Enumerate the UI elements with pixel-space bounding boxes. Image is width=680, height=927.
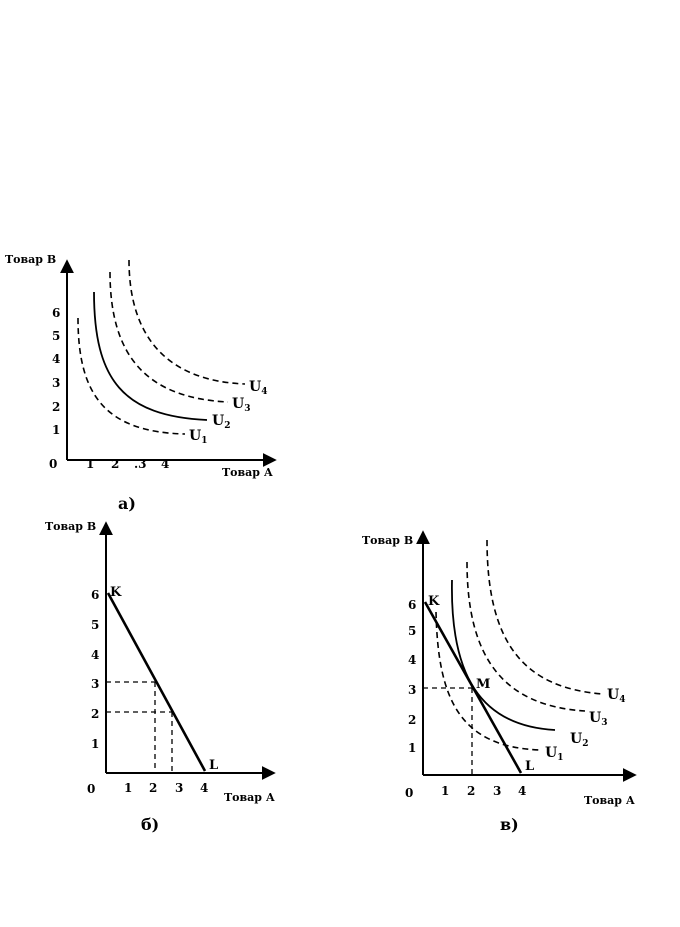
panel-a-y-tick: 5 xyxy=(52,329,61,343)
panel-a-curve-u4 xyxy=(129,260,245,384)
panel-a-curve-u2 xyxy=(94,292,207,420)
panel-c-caption: в) xyxy=(500,815,519,834)
panel-c-point-l: L xyxy=(525,759,535,774)
panel-c-y-tick: 1 xyxy=(408,741,417,755)
panel-b-x-tick: 2 xyxy=(149,781,158,795)
panel-c-y-tick: 4 xyxy=(408,653,417,667)
panel-c xyxy=(362,533,635,834)
panel-b-y-tick: 4 xyxy=(91,648,100,662)
panel-c-curve-label-u1: $U_1$ xyxy=(545,745,564,763)
panel-a-origin-label: 0 xyxy=(49,457,58,471)
panel-c-curve-label-u3: $U_3$ xyxy=(589,710,608,728)
panel-b-y-tick: 1 xyxy=(91,737,100,751)
panel-c-origin-label: 0 xyxy=(405,786,414,800)
panel-c-x-tick: 4 xyxy=(518,784,527,798)
panel-b-x-axis-title: Товар А xyxy=(224,791,275,804)
panel-c-x-tick: 1 xyxy=(441,784,450,798)
panel-b xyxy=(45,520,275,834)
panel-a-x-tick: 2 xyxy=(111,457,120,471)
panel-b-y-tick: 3 xyxy=(91,677,100,691)
panel-b-budget-line-kl xyxy=(108,593,205,771)
panel-c-y-axis-title: Товар В xyxy=(362,534,414,547)
panel-b-origin-label: 0 xyxy=(87,782,96,796)
panel-c-y-tick: 6 xyxy=(408,598,417,612)
panel-c-x-axis-title: Товар А xyxy=(584,794,635,807)
panel-c-point-k: K xyxy=(428,594,440,609)
panel-a-curve-label-u1: $U_1$ xyxy=(189,428,208,446)
panel-b-y-tick: 2 xyxy=(91,707,100,721)
panel-c-y-tick: 2 xyxy=(408,713,417,727)
panel-c-y-tick: 5 xyxy=(408,624,417,638)
panel-c-curve-u2 xyxy=(452,580,555,730)
panel-b-y-tick: 5 xyxy=(91,618,100,632)
panel-a-curve-label-u3: $U_3$ xyxy=(232,396,251,414)
panel-a-curve-u1 xyxy=(78,318,185,434)
panel-a xyxy=(5,253,274,513)
panel-c-y-tick: 3 xyxy=(408,683,417,697)
panel-b-x-tick: 1 xyxy=(124,781,133,795)
panel-b-point-k: K xyxy=(110,585,122,600)
panel-b-point-l: L xyxy=(209,758,219,773)
panel-c-curve-label-u2: $U_2$ xyxy=(570,731,589,749)
panel-c-x-tick: 2 xyxy=(467,784,476,798)
panel-a-x-tick: 4 xyxy=(161,457,170,471)
panel-a-y-tick: 2 xyxy=(52,400,61,414)
panel-a-x-tick: .3 xyxy=(134,457,147,471)
panel-a-curve-label-u4: $U_4$ xyxy=(249,379,268,397)
panel-b-x-tick: 3 xyxy=(175,781,184,795)
panel-a-y-tick: 6 xyxy=(52,306,61,320)
panel-a-curve-u3 xyxy=(110,272,228,402)
panel-c-x-tick: 3 xyxy=(493,784,502,798)
panel-b-y-tick: 6 xyxy=(91,588,100,602)
panel-a-y-tick: 4 xyxy=(52,352,61,366)
panel-a-x-axis-title: Товар А xyxy=(222,466,273,479)
panel-c-curve-u4 xyxy=(487,540,603,694)
panel-a-y-axis-title: Товар В xyxy=(5,253,57,266)
panel-a-y-tick: 3 xyxy=(52,376,61,390)
panel-a-caption: а) xyxy=(118,494,136,513)
panel-c-point-m: M xyxy=(476,677,491,692)
panel-a-x-tick: 1 xyxy=(86,457,95,471)
panel-c-budget-line-kl xyxy=(425,602,521,773)
panel-a-curve-label-u2: $U_2$ xyxy=(212,413,231,431)
panel-b-caption: б) xyxy=(141,815,160,834)
panel-b-y-axis-title: Товар В xyxy=(45,520,97,533)
panel-c-curve-label-u4: $U_4$ xyxy=(607,687,626,705)
panel-a-y-tick: 1 xyxy=(52,423,61,437)
panel-b-x-tick: 4 xyxy=(200,781,209,795)
